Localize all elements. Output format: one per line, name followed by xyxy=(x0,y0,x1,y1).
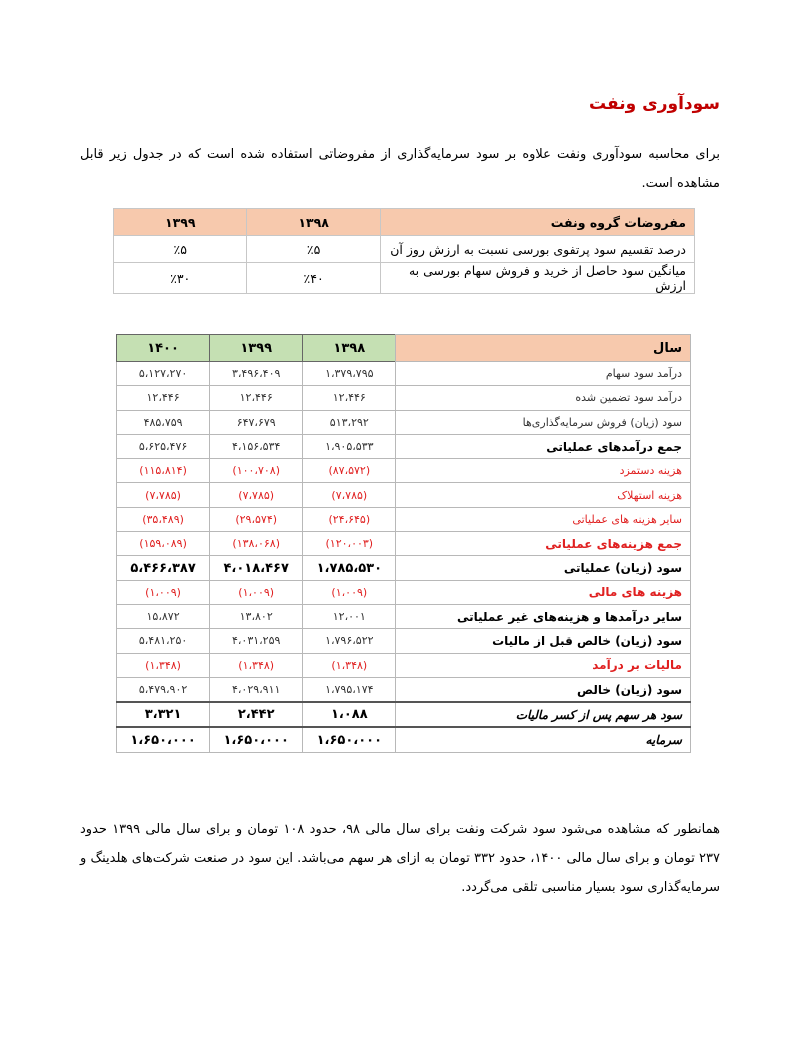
assumptions-header-row xyxy=(114,209,695,236)
cell-1399: ۲،۴۴۲ xyxy=(210,702,303,727)
table-row xyxy=(117,459,691,483)
cell-1399: (۱،۳۴۸) xyxy=(210,653,303,677)
table-row xyxy=(117,483,691,507)
cell-1399: (۷،۷۸۵) xyxy=(210,483,303,507)
cell-1399: (۱۳۸،۰۶۸) xyxy=(210,532,303,556)
cell-1400: ۱۲،۴۴۶ xyxy=(117,386,210,410)
cell-1398: ٪۴۰ xyxy=(247,263,380,294)
cell-1400: (۱،۰۰۹) xyxy=(117,580,210,604)
intro-paragraph: برای محاسبه سودآوری ونفت علاوه بر سود سرمایه‌گذاری از مفروضاتی استفاده شده است که در جدول زیر قابل مشاهده است. xyxy=(80,147,720,191)
table-row xyxy=(117,507,691,531)
table-row xyxy=(117,410,691,434)
row-label: سود (زیان) فروش سرمایه‌گذاری‌ها xyxy=(396,410,691,434)
row-label: جمع درآمدهای عملیاتی xyxy=(396,434,691,458)
row-label: جمع هزینه‌های عملیاتی xyxy=(396,532,691,556)
cell-1400: (۱،۳۴۸) xyxy=(117,653,210,677)
cell-1400: ۴۸۵،۷۵۹ xyxy=(117,410,210,434)
cell-1398: ۱۲،۴۴۶ xyxy=(303,386,396,410)
assumptions-table xyxy=(113,208,695,294)
row-label: میانگین سود حاصل از خرید و فروش سهام بورسی به ارزش xyxy=(380,263,694,294)
table-row xyxy=(117,653,691,677)
cell-1398: (۷،۷۸۵) xyxy=(303,483,396,507)
cell-1399: ۴،۰۳۱،۲۵۹ xyxy=(210,629,303,653)
cell-1398: ۱،۰۸۸ xyxy=(303,702,396,727)
cell-1399: ۴،۰۲۹،۹۱۱ xyxy=(210,677,303,702)
cell-1400: ۵،۶۲۵،۴۷۶ xyxy=(117,434,210,458)
table-row xyxy=(117,702,691,727)
cell-1399: ٪۵ xyxy=(114,236,247,263)
cell-1398: (۱،۰۰۹) xyxy=(303,580,396,604)
cell-1398: ۱۲،۰۰۱ xyxy=(303,604,396,628)
cell-1398: ۱،۷۸۵،۵۳۰ xyxy=(303,556,396,580)
assumptions-header-1399: ۱۳۹۹ xyxy=(114,209,247,236)
header-1399: ۱۳۹۹ xyxy=(210,335,303,362)
table-row xyxy=(117,629,691,653)
row-label: هزینه های مالی xyxy=(396,580,691,604)
cell-1398: ۱،۹۰۵،۵۳۳ xyxy=(303,434,396,458)
cell-1400: ۵،۴۷۹،۹۰۲ xyxy=(117,677,210,702)
cell-1400: ۳،۳۲۱ xyxy=(117,702,210,727)
cell-1398: (۱،۳۴۸) xyxy=(303,653,396,677)
row-label: درآمد سود سهام xyxy=(396,362,691,386)
table-row xyxy=(117,556,691,580)
table-row xyxy=(117,580,691,604)
cell-1400: ۱۵،۸۷۲ xyxy=(117,604,210,628)
table-row xyxy=(117,532,691,556)
cell-1398: (۸۷،۵۷۲) xyxy=(303,459,396,483)
row-label: سایر درآمدها و هزینه‌های غیر عملیاتی xyxy=(396,604,691,628)
row-label: سود (زیان) خالص قبل از مالیات xyxy=(396,629,691,653)
row-label: درصد تقسیم سود پرتفوی بورسی نسبت به ارزش روز آن xyxy=(380,236,694,263)
cell-1398: ۱،۷۹۵،۱۷۴ xyxy=(303,677,396,702)
assumptions-header-label: مفروضات گروه ونفت xyxy=(380,209,694,236)
cell-1400: ۱،۶۵۰،۰۰۰ xyxy=(117,727,210,752)
cell-1399: ۴،۰۱۸،۴۶۷ xyxy=(210,556,303,580)
row-label: سود (زیان) عملیاتی xyxy=(396,556,691,580)
cell-1400: ۵،۱۲۷،۲۷۰ xyxy=(117,362,210,386)
cell-1398: ۱،۳۷۹،۷۹۵ xyxy=(303,362,396,386)
table-row xyxy=(117,434,691,458)
row-label: مالیات بر درآمد xyxy=(396,653,691,677)
cell-1400: ۵،۴۶۶،۳۸۷ xyxy=(117,556,210,580)
header-year-label: سال xyxy=(396,335,691,362)
cell-1399: (۱۰۰،۷۰۸) xyxy=(210,459,303,483)
assumptions-header-1398: ۱۳۹۸ xyxy=(247,209,380,236)
cell-1398: ٪۵ xyxy=(247,236,380,263)
row-label: سایر هزینه های عملیاتی xyxy=(396,507,691,531)
header-1398: ۱۳۹۸ xyxy=(303,335,396,362)
row-label: هزینه دستمزد xyxy=(396,459,691,483)
cell-1400: (۱۵۹،۰۸۹) xyxy=(117,532,210,556)
table-row xyxy=(117,677,691,702)
table-row xyxy=(114,236,695,263)
cell-1399: ۳،۴۹۶،۴۰۹ xyxy=(210,362,303,386)
cell-1399: ۶۴۷،۶۷۹ xyxy=(210,410,303,434)
table-row xyxy=(117,727,691,752)
cell-1399: ۴،۱۵۶،۵۳۴ xyxy=(210,434,303,458)
cell-1399: ٪۳۰ xyxy=(114,263,247,294)
conclusion-paragraph: همانطور که مشاهده می‌شود سود شرکت ونفت برای سال مالی ۹۸، حدود ۱۰۸ تومان و برای سال مالی ۱۳۹۹ حدود ۲۳۷ تومان و برای سال مالی ۱۴۰۰، حدود ۳۳۲ تومان به ازای هر سهم می‌باشد. این سود در صنعت شرکت‌های هلدینگ و سرمایه‌گذاری سود بسیار مناسبی تلقی می‌گردد. xyxy=(80,822,720,895)
table-row xyxy=(117,386,691,410)
cell-1400: (۳۵،۴۸۹) xyxy=(117,507,210,531)
cell-1400: (۱۱۵،۸۱۴) xyxy=(117,459,210,483)
row-label: هزینه استهلاک xyxy=(396,483,691,507)
profit-table xyxy=(116,334,691,753)
cell-1398: ۵۱۳،۲۹۲ xyxy=(303,410,396,434)
profit-header-row xyxy=(117,335,691,362)
cell-1398: (۱۲۰،۰۰۳) xyxy=(303,532,396,556)
section-title: سودآوری ونفت xyxy=(589,94,720,114)
table-row xyxy=(117,604,691,628)
table-row xyxy=(114,263,695,294)
cell-1399: ۱۲،۴۴۶ xyxy=(210,386,303,410)
row-label: سود (زیان) خالص xyxy=(396,677,691,702)
cell-1400: (۷،۷۸۵) xyxy=(117,483,210,507)
cell-1398: ۱،۷۹۶،۵۲۲ xyxy=(303,629,396,653)
row-label: درآمد سود تضمین شده xyxy=(396,386,691,410)
table-row xyxy=(117,362,691,386)
row-label: سرمایه xyxy=(396,727,691,752)
header-1400: ۱۴۰۰ xyxy=(117,335,210,362)
row-label: سود هر سهم پس از کسر مالیات xyxy=(396,702,691,727)
cell-1399: ۱،۶۵۰،۰۰۰ xyxy=(210,727,303,752)
cell-1398: ۱،۶۵۰،۰۰۰ xyxy=(303,727,396,752)
cell-1399: ۱۳،۸۰۲ xyxy=(210,604,303,628)
cell-1399: (۱،۰۰۹) xyxy=(210,580,303,604)
cell-1400: ۵،۴۸۱،۲۵۰ xyxy=(117,629,210,653)
cell-1399: (۲۹،۵۷۴) xyxy=(210,507,303,531)
cell-1398: (۲۴،۶۴۵) xyxy=(303,507,396,531)
